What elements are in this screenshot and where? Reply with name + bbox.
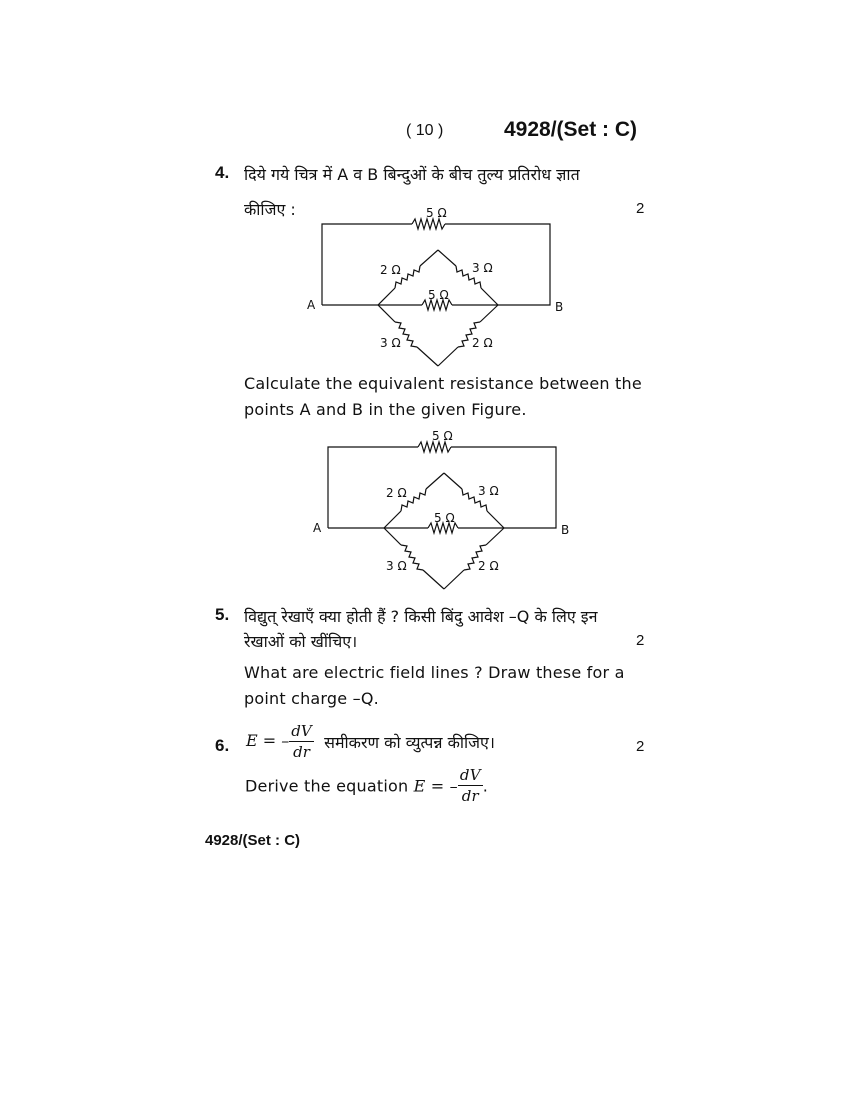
question-6-number: 6. bbox=[215, 736, 230, 755]
circuit1-lower-right-label: 2 Ω bbox=[472, 336, 493, 350]
question-6-marks: 2 bbox=[636, 738, 645, 755]
question-5-english-line1: What are electric field lines ? Draw these for a bbox=[244, 663, 625, 682]
q6-fraction bbox=[289, 724, 313, 760]
circuit1-upper-right-label: 3 Ω bbox=[472, 261, 493, 275]
question-6-hindi-equation bbox=[246, 724, 495, 760]
circuit2-upper-left-label: 2 Ω bbox=[386, 486, 407, 500]
question-4-hindi-line1: दिये गये चित्र में A व B बिन्दुओं के बीच तुल्य प्रतिरोध ज्ञात bbox=[244, 165, 580, 184]
set-code-header: 4928/(Set : C) bbox=[504, 118, 638, 141]
circuit1-point-a: A bbox=[307, 298, 316, 312]
circuit2-lower-right-label: 2 Ω bbox=[478, 559, 499, 573]
q6-english-suffix: . bbox=[482, 776, 489, 796]
question-5-hindi-line2: रेखाओं को खींचिए। bbox=[244, 632, 358, 651]
q6-english-numerator: dV bbox=[459, 766, 481, 784]
question-5-english-line2: point charge –Q. bbox=[244, 689, 379, 708]
question-5-marks: 2 bbox=[636, 632, 645, 649]
q6-numerator: dV bbox=[291, 722, 312, 740]
circuit2-middle-label: 5 Ω bbox=[434, 511, 455, 525]
circuit1-top-resistor-label: 5 Ω bbox=[426, 206, 447, 220]
q6-hindi-text: समीकरण को व्युत्पन्न कीजिए। bbox=[324, 733, 495, 752]
question-4-number: 4. bbox=[215, 163, 230, 182]
question-6-english-equation bbox=[245, 768, 488, 804]
circuit2-upper-right-label: 3 Ω bbox=[478, 484, 499, 498]
circuit-diagram-english bbox=[306, 423, 586, 595]
question-4-marks: 2 bbox=[636, 200, 645, 217]
circuit-diagram-hindi bbox=[300, 200, 580, 372]
q6-english-fraction bbox=[458, 768, 483, 804]
q6-english-prefix: Derive the equation bbox=[245, 776, 409, 796]
q6-english-eq-prefix: E = – bbox=[413, 776, 458, 796]
q6-eq-prefix: E = – bbox=[246, 731, 290, 751]
question-4-hindi-line2: कीजिए : bbox=[244, 200, 296, 219]
question-4-english-line1: Calculate the equivalent resistance between the bbox=[244, 374, 642, 393]
circuit2-point-a: A bbox=[313, 521, 322, 535]
circuit2-lower-left-label: 3 Ω bbox=[386, 559, 407, 573]
q6-denominator: dr bbox=[293, 743, 310, 761]
circuit1-point-b: B bbox=[555, 300, 564, 314]
circuit1-lower-left-label: 3 Ω bbox=[380, 336, 401, 350]
set-code-footer: 4928/(Set : C) bbox=[205, 832, 301, 849]
circuit1-middle-label: 5 Ω bbox=[428, 288, 449, 302]
circuit2-point-b: B bbox=[561, 523, 570, 537]
page-number: ( 10 ) bbox=[406, 122, 444, 139]
question-4-english-line2: points A and B in the given Figure. bbox=[244, 400, 527, 419]
q6-english-denominator: dr bbox=[461, 787, 479, 805]
question-5-number: 5. bbox=[215, 605, 230, 624]
circuit2-top-resistor-label: 5 Ω bbox=[432, 429, 453, 443]
circuit1-upper-left-label: 2 Ω bbox=[380, 263, 401, 277]
question-5-hindi-line1: विद्युत् रेखाएँ क्या होती हैं ? किसी बिंदु आवेश –Q के लिए इन bbox=[244, 607, 598, 626]
